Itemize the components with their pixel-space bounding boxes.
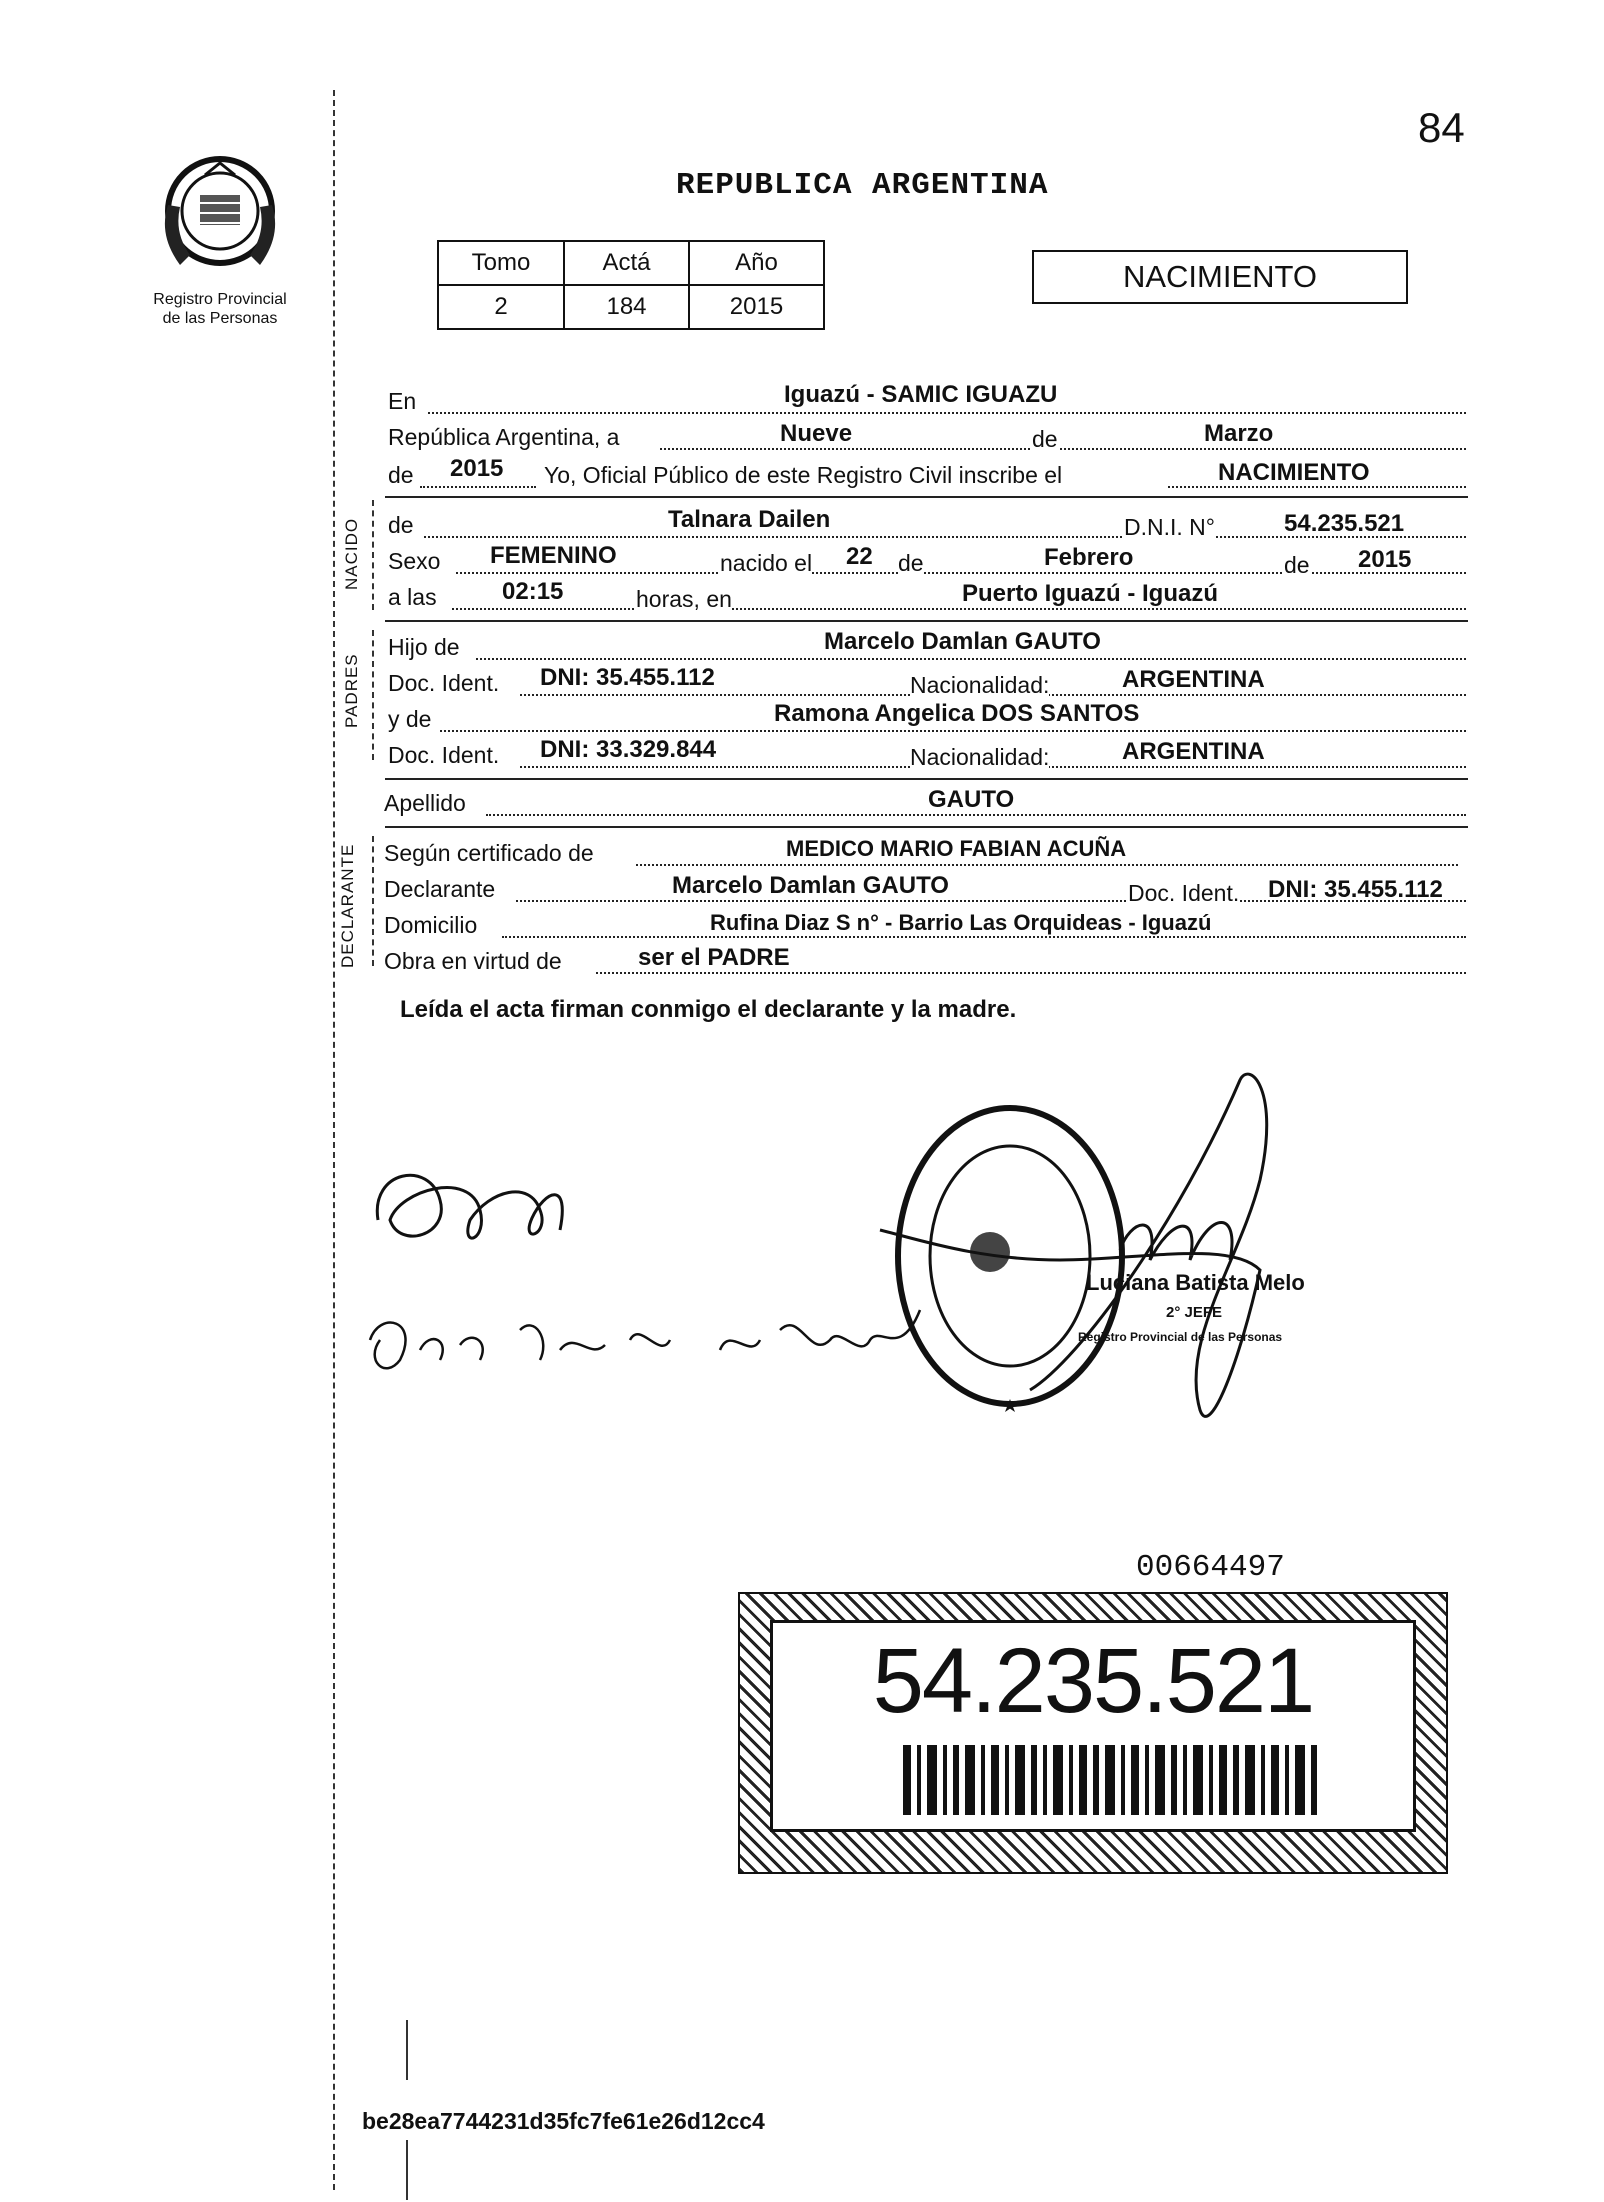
father-nat-label: Nacionalidad: [910, 672, 1050, 698]
father-nationality: ARGENTINA [1122, 666, 1265, 693]
section-separator [385, 620, 1468, 622]
reference-table [437, 240, 825, 330]
declarante-doc: DNI: 35.455.112 [1268, 876, 1443, 903]
section-separator [385, 826, 1468, 828]
birth-year: 2015 [1358, 546, 1412, 573]
ref-value-acta: 184 [564, 285, 689, 329]
province-emblem-icon [150, 145, 290, 285]
nacido-section-label: NACIDO [342, 517, 361, 590]
a-las-label: a las [388, 584, 437, 610]
page-number: 84 [1418, 104, 1465, 151]
mother-signature [370, 1310, 920, 1368]
dotted-line [502, 936, 1466, 938]
document-hash: be28ea7744231d35fc7fe61e26d12cc4 [362, 2108, 765, 2134]
serial-number: 00664497 [1136, 1550, 1285, 1585]
barcode-icon [903, 1745, 1323, 1815]
dotted-line [456, 572, 1466, 574]
official-role: 2° JEFE [1166, 1304, 1223, 1321]
signatures-area [360, 1060, 1460, 1460]
official-name: Luciana Batista Melo [1086, 1270, 1305, 1295]
dotted-line [440, 730, 1466, 732]
logo-caption-line1: Registro Provincial [153, 291, 287, 308]
section-bracket [372, 500, 374, 610]
ref-value-ano: 2015 [689, 285, 824, 329]
dni-label: D.N.I. N° [1124, 514, 1215, 540]
birth-hour: 02:15 [502, 578, 564, 605]
logo-caption-line2: de las Personas [162, 310, 278, 327]
section-bracket [372, 836, 374, 966]
dotted-line [428, 412, 1466, 414]
segun-value: MEDICO MARIO FABIAN ACUÑA [786, 836, 1127, 861]
record-type-box: NACIMIENTO [1032, 250, 1408, 304]
declarante-section-label: DECLARANTE [338, 843, 357, 968]
nacido-el-label: nacido el [720, 550, 813, 576]
father-name: Marcelo Damlan GAUTO [824, 628, 1101, 655]
horas-label: horas, en [636, 586, 732, 612]
hijo-de-label: Hijo de [388, 634, 460, 660]
registry-logo [140, 145, 300, 328]
ref-value-tomo: 2 [438, 285, 564, 329]
father-doc-label: Doc. Ident. [388, 670, 500, 696]
year-value: 2015 [450, 455, 504, 482]
dotted-line [452, 608, 1466, 610]
official-office: Registro Provincial de las Personas [1078, 1330, 1283, 1344]
year-label: de [388, 462, 414, 488]
birth-de1-label: de [898, 550, 924, 576]
birth-de2-label: de [1284, 552, 1310, 578]
y-de-label: y de [388, 706, 432, 732]
barcode-label [738, 1592, 1448, 1874]
margin-line [333, 90, 335, 2190]
ref-header-ano: Año [689, 241, 824, 285]
de-label: de [1032, 426, 1058, 452]
dotted-line [486, 814, 1466, 816]
padres-section-label: PADRES [342, 653, 361, 728]
margin-mark [406, 2020, 408, 2080]
mother-nat-label: Nacionalidad: [910, 744, 1050, 770]
oficial-text: Yo, Oficial Público de este Registro Civil inscribe el [544, 462, 1063, 488]
barcode-panel [770, 1620, 1416, 1832]
apellido-label: Apellido [384, 790, 466, 816]
ref-header-tomo: Tomo [438, 241, 564, 285]
section-separator [385, 496, 1468, 498]
declarante-doc-label: Doc. Ident. [1128, 880, 1240, 906]
child-dni: 54.235.521 [1284, 510, 1405, 537]
birth-day: 22 [846, 543, 873, 570]
mother-nationality: ARGENTINA [1122, 738, 1265, 765]
leida-statement: Leída el acta firman conmigo el declarante y la madre. [400, 996, 1017, 1023]
en-label: En [388, 388, 417, 414]
month-value: Marzo [1204, 420, 1274, 447]
section-bracket [372, 630, 374, 760]
section-separator [385, 778, 1468, 780]
dotted-line [476, 658, 1466, 660]
father-doc: DNI: 35.455.112 [540, 664, 715, 691]
domicilio-value: Rufina Diaz S n° - Barrio Las Orquideas - Iguazú [710, 910, 1212, 935]
declarante-value: Marcelo Damlan GAUTO [672, 872, 949, 899]
birth-month: Febrero [1044, 544, 1134, 571]
nacido-de-label: de [388, 512, 414, 538]
margin-mark [406, 2140, 408, 2200]
document-title: REPUBLICA ARGENTINA [676, 168, 1049, 203]
mother-doc-label: Doc. Ident. [388, 742, 500, 768]
oficial-value: NACIMIENTO [1218, 459, 1370, 486]
ref-header-acta: Actá [564, 241, 689, 285]
birth-place: Puerto Iguazú - Iguazú [962, 580, 1218, 607]
dotted-line [420, 486, 536, 488]
sexo-label: Sexo [388, 548, 441, 574]
obra-label: Obra en virtud de [384, 948, 562, 974]
en-value: Iguazú - SAMIC IGUAZU [784, 381, 1058, 408]
barcode-number: 54.235.521 [872, 1630, 1314, 1732]
declarante-label: Declarante [384, 876, 496, 902]
domicilio-label: Domicilio [384, 912, 478, 938]
day-value: Nueve [780, 420, 853, 447]
father-signature [377, 1175, 562, 1238]
segun-label: Según certificado de [384, 840, 594, 866]
sexo-value: FEMENINO [490, 542, 617, 569]
dotted-line [636, 864, 1458, 866]
dotted-line [660, 448, 1466, 450]
child-name: Talnara Dailen [668, 506, 831, 533]
apellido-value: GAUTO [928, 786, 1015, 813]
republica-label: República Argentina, a [388, 424, 620, 450]
obra-value: ser el PADRE [638, 944, 790, 971]
dotted-line [596, 972, 1466, 974]
mother-name: Ramona Angelica DOS SANTOS [774, 700, 1140, 727]
mother-doc: DNI: 33.329.844 [540, 736, 717, 763]
